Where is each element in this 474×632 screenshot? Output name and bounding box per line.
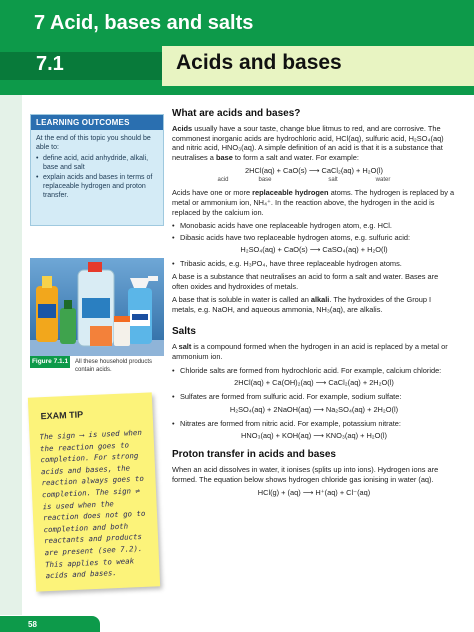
salts-list-1 xyxy=(172,366,456,376)
list-item: • Chloride salts are formed from hydrochloric acid. For example, calcium chloride: xyxy=(172,366,456,376)
paragraph-base-definition: A base is a substance that neutralises an acid to form a salt and water. Bases are often oxides and hydroxides of metals. xyxy=(172,271,439,291)
figure-label: Figure 7.1.1 xyxy=(30,356,70,368)
page-number: 58 xyxy=(28,620,37,629)
equation-calcium-chloride: 2HCl(aq) + Ca(OH)₂(aq) ⟶ CaCl₂(aq) + 2H₂O(l) xyxy=(234,378,394,388)
equation-potassium-nitrate: HNO₃(aq) + KOH(aq) ⟶ KNO₃(aq) + H₂O(l) xyxy=(241,431,387,441)
paragraph-acids-definition: Acids usually have a sour taste, change blue litmus to red, and are corrosive. The commonest inorganic acids are hydrochloric acid, HCl(aq), sulfuric acid, H₂SO₄(aq) and nitric acid, HNO₃(aq). A simple definition of an acid is that it is a substance that neutralises a base to form a salt and water. For example: xyxy=(172,124,444,162)
list-item: • Sulfates are formed from sulfuric acid. For example, sodium sulfate: xyxy=(172,392,456,402)
heading-salts: Salts xyxy=(172,326,196,338)
paragraph-replaceable-hydrogen: Acids have one or more replaceable hydrogen atoms. The hydrogen is replaced by a metal or ammonium ion, NH₄⁺. In the reaction above, the hydrogen in the acid is replaced by the calcium ion. xyxy=(172,188,455,217)
learning-outcomes-list xyxy=(31,154,163,200)
footer-bar xyxy=(0,616,100,632)
exam-tip-text: The sign ⟶ is used when the reaction goes to completion. For strong acids and bases, the reaction always goes to completion. The sign ⇌ is used when the reaction does not go to completion and both reactants and products are present (see 7.2). This applies to weak acids and bases. xyxy=(39,427,146,581)
basicity-list xyxy=(172,221,456,242)
list-item: • Nitrates are formed from nitric acid. For example, potassium nitrate: xyxy=(172,419,456,429)
household-products-photo xyxy=(30,258,164,356)
learning-outcomes-title: LEARNING OUTCOMES xyxy=(31,115,163,130)
learning-outcomes-intro: At the end of this topic you should be able to: xyxy=(36,135,151,151)
salts-list-3 xyxy=(172,419,456,429)
figure-caption xyxy=(30,356,164,376)
exam-tip-title: EXAM TIP xyxy=(40,409,84,422)
figure-caption-text: All these household products contain acids. xyxy=(75,359,153,373)
tribasic-list xyxy=(172,259,456,269)
label-base: base xyxy=(258,177,272,184)
heading-acids-and-bases: What are acids and bases? xyxy=(172,108,301,119)
equation-sodium-sulfate: H₂SO₄(aq) + 2NaOH(aq) ⟶ Na₂SO₄(aq) + 2H₂O(l) xyxy=(229,404,399,414)
list-item: • Tribasic acids, e.g. H₃PO₄, have three replaceable hydrogen atoms. xyxy=(172,259,456,269)
salts-list-2 xyxy=(172,392,456,402)
label-acid: acid xyxy=(217,177,229,184)
paragraph-ionisation: When an acid dissolves in water, it ionises (splits up into ions). Hydrogen ions are formed. The equation below shows hydrogen chloride gas ionising in water (aq). xyxy=(172,465,439,484)
main-content xyxy=(172,108,456,502)
learning-outcome-item: • define acid, acid anhydride, alkali, base and salt xyxy=(36,154,158,172)
learning-outcome-item: • explain acids and bases in terms of replaceable hydrogen and proton transfer. xyxy=(36,173,158,200)
exam-tip-note xyxy=(28,392,160,591)
heading-proton-transfer: Proton transfer in acids and bases xyxy=(172,449,336,461)
equation-sulfuric-acid: H₂SO₄(aq) + CaO(s) ⟶ CaSO₄(aq) + H₂O(l) xyxy=(240,245,388,255)
equation-hcl-ionisation: HCl(g) + (aq) ⟶ H⁺(aq) + Cl⁻(aq) xyxy=(257,488,371,498)
label-water: water xyxy=(375,177,391,184)
equation-acid-base: 2HCl(aq) + CaO(s) ⟶ CaCl₂(aq) + H₂O(l) xyxy=(245,166,383,176)
paragraph-alkali-definition: A base that is soluble in water is called an alkali. The hydroxides of the Group I metals, e.g. NaOH, and aqueous ammonia, NH₃(aq), are alkalis. xyxy=(172,295,432,314)
section-title: Acids and bases xyxy=(176,51,342,74)
section-number: 7.1 xyxy=(36,53,64,75)
chapter-title: 7 Acid, bases and salts xyxy=(34,12,254,34)
learning-outcomes-box xyxy=(30,114,164,226)
list-item: • Dibasic acids have two replaceable hydrogen atoms, e.g. sulfuric acid: xyxy=(172,233,456,243)
list-item: • Monobasic acids have one replaceable hydrogen atom, e.g. HCl. xyxy=(172,221,456,231)
paragraph-salt-definition: A salt is a compound formed when the hydrogen in an acid is replaced by a metal or ammonium ion. xyxy=(172,342,448,361)
equation-labels xyxy=(172,177,456,183)
label-salt: salt xyxy=(328,177,338,184)
margin-strip xyxy=(0,95,22,615)
